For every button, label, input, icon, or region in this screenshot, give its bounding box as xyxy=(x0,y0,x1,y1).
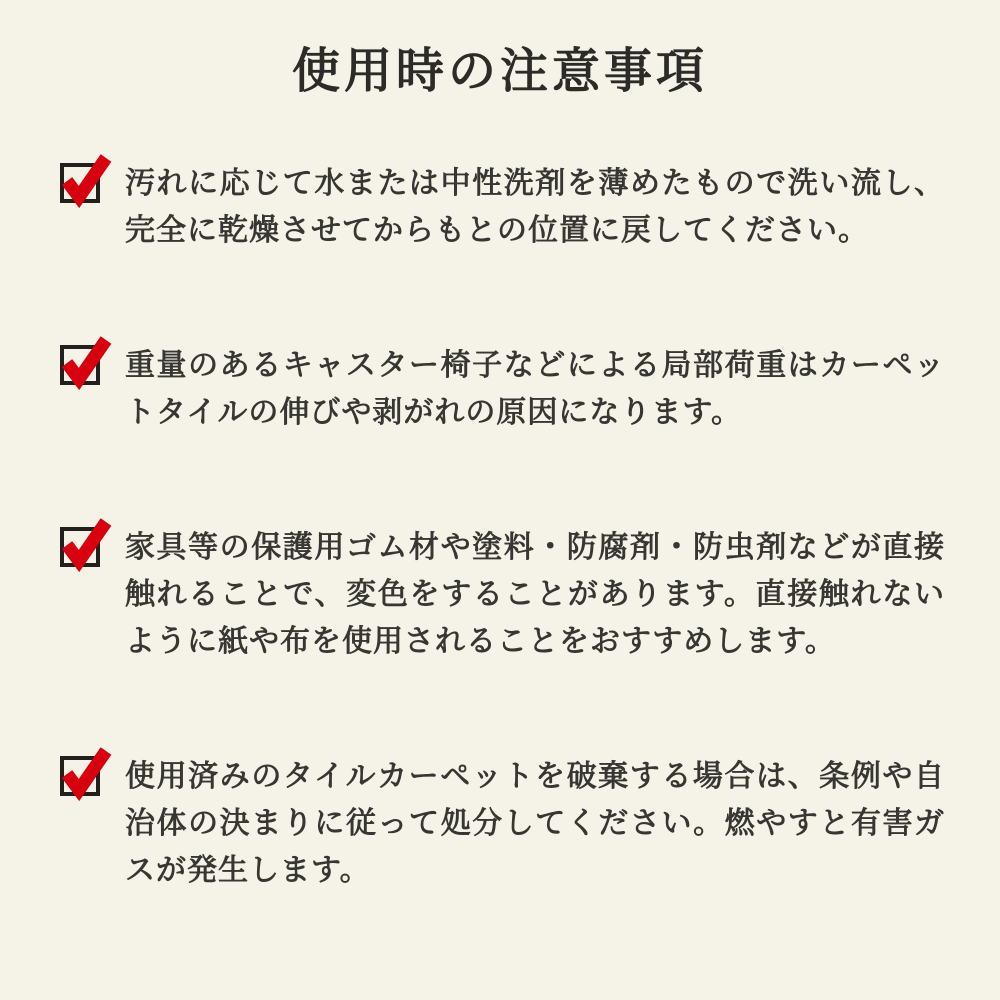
caution-item-3 xyxy=(60,524,945,665)
red-checkmark-icon xyxy=(61,152,111,204)
checked-checkbox-icon xyxy=(60,527,100,567)
red-checkmark-icon xyxy=(61,516,111,568)
checked-checkbox-icon xyxy=(60,163,100,203)
page-title: 使用時の注意事項 xyxy=(291,45,708,98)
caution-item-2 xyxy=(60,342,945,436)
checked-checkbox-icon xyxy=(60,756,100,796)
caution-item-text: 汚れに応じて水または中性洗剤を薄めたもので洗い流し、完全に乾燥させてからもとの位置に戻してください。 xyxy=(125,167,945,247)
red-checkmark-icon xyxy=(61,745,111,797)
caution-list xyxy=(0,160,1000,894)
caution-item-text: 重量のあるキャスター椅子などによる局部荷重はカーペットタイルの伸びや剥がれの原因になります。 xyxy=(125,349,945,429)
caution-item-1 xyxy=(60,160,945,254)
checked-checkbox-icon xyxy=(60,345,100,385)
red-checkmark-icon xyxy=(61,334,111,386)
caution-item-4 xyxy=(60,753,945,894)
caution-item-text: 家具等の保護用ゴム材や塗料・防腐剤・防虫剤などが直接触れることで、変色をすることがあります。直接触れないように紙や布を使用されることをおすすめします。 xyxy=(125,531,945,658)
caution-item-text: 使用済みのタイルカーペットを破棄する場合は、条例や自治体の決まりに従って処分してください。燃やすと有害ガスが発生します。 xyxy=(125,760,945,887)
